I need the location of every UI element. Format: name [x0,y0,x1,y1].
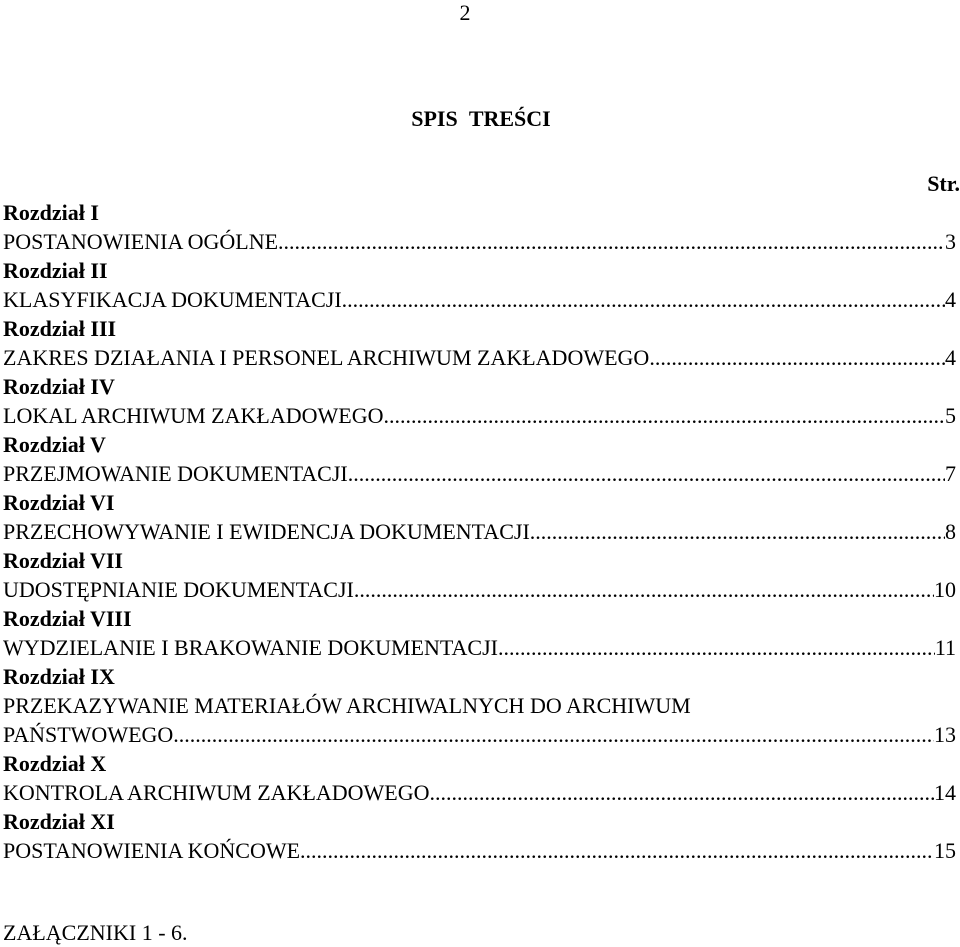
chapter-label: Rozdział VII [3,548,123,573]
chapter-label: Rozdział IV [3,374,115,399]
chapter-title: POSTANOWIENIA KOŃCOWE [3,838,301,863]
chapter-title-line [3,778,956,807]
chapter-title: PAŃSTWOWEGO [3,722,174,747]
chapter-label: Rozdział X [3,751,107,776]
table-of-contents [3,198,956,865]
chapter-page-number: 14 [934,780,956,805]
chapter-page-number: 15 [934,838,956,863]
chapter-label: Rozdział III [3,316,117,341]
toc-entry-6 [3,488,956,546]
chapter-title-line [3,401,956,430]
toc-entry-8 [3,604,956,662]
chapter-page-number: 4 [945,345,956,370]
chapter-label: Rozdział VI [3,490,115,515]
chapter-title: KONTROLA ARCHIWUM ZAKŁADOWEGO [3,780,430,805]
dot-leader [649,343,945,372]
chapter-page-number: 13 [934,722,956,747]
chapter-title-first-line: PRZEKAZYWANIE MATERIAŁÓW ARCHIWALNYCH DO ARCHIWUM [3,693,691,718]
dot-leader [498,633,935,662]
chapter-title-line [3,459,956,488]
toc-entry-9 [3,662,956,749]
chapter-label: Rozdział II [3,258,108,283]
chapter-label: Rozdział V [3,432,106,457]
toc-entry-1 [3,198,956,256]
toc-entry-10 [3,749,956,807]
chapter-title-line [3,633,956,662]
chapter-page-number: 11 [934,635,956,660]
chapter-page-number: 3 [945,229,956,254]
chapter-title-line [3,720,956,749]
dot-leader [278,227,945,256]
dot-leader [530,517,945,546]
chapter-page-number: 5 [945,403,956,428]
chapter-label: Rozdział I [3,200,99,225]
chapter-title-line [3,575,956,604]
chapter-page-number: 8 [945,519,956,544]
dot-leader [300,836,934,865]
chapter-label: Rozdział VIII [3,606,132,631]
dot-leader [383,401,945,430]
toc-entry-11 [3,807,956,865]
chapter-title-line [3,836,956,865]
chapter-title: KLASYFIKACJA DOKUMENTACJI [3,287,342,312]
appendix-label: ZAŁĄCZNIKI 1 - 6. [3,920,188,945]
page-number: 2 [459,0,471,25]
page-column-label: Str. [927,171,960,196]
chapter-title: LOKAL ARCHIWUM ZAKŁADOWEGO [3,403,384,428]
chapter-title: PRZEJMOWANIE DOKUMENTACJI [3,461,348,486]
chapter-title: POSTANOWIENIA OGÓLNE [3,229,279,254]
dot-leader [354,575,934,604]
chapter-page-number: 4 [945,287,956,312]
chapter-label: Rozdział IX [3,664,115,689]
dot-leader [430,778,934,807]
chapter-title-line [3,285,956,314]
chapter-label: Rozdział XI [3,809,115,834]
chapter-page-number: 7 [945,461,956,486]
toc-entry-4 [3,372,956,430]
dot-leader [342,285,945,314]
chapter-title: PRZECHOWYWANIE I EWIDENCJA DOKUMENTACJI [3,519,530,544]
toc-entry-3 [3,314,956,372]
chapter-title-line [3,517,956,546]
chapter-title: UDOSTĘPNIANIE DOKUMENTACJI [3,577,354,602]
toc-entry-5 [3,430,956,488]
chapter-page-number: 10 [934,577,956,602]
chapter-title-line [3,227,956,256]
chapter-title: ZAKRES DZIAŁANIA I PERSONEL ARCHIWUM ZAKŁADOWEGO [3,345,650,370]
toc-title: SPIS TREŚCI [411,106,551,131]
chapter-title: WYDZIELANIE I BRAKOWANIE DOKUMENTACJI [3,635,498,660]
toc-entry-2 [3,256,956,314]
dot-leader [348,459,945,488]
toc-entry-7 [3,546,956,604]
chapter-title-line [3,343,956,372]
dot-leader [173,720,934,749]
